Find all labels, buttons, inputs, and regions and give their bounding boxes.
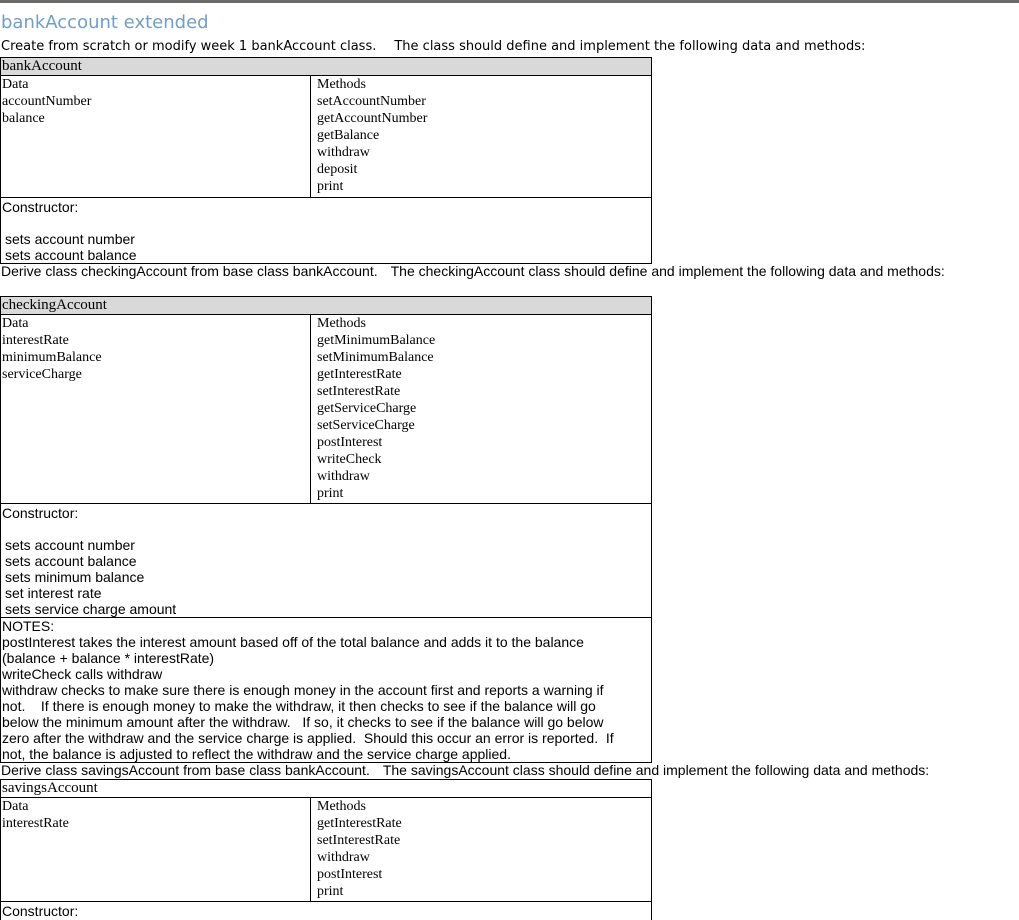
checking-method-item: getInterestRate <box>317 367 402 382</box>
savings-data-column <box>1 798 311 902</box>
savings-account-table <box>0 779 652 920</box>
bank-constructor-label: Constructor: <box>2 199 79 215</box>
top-rule <box>0 0 1019 3</box>
page-title: bankAccount extended <box>1 12 209 33</box>
notes-line: below the minimum amount after the withdraw. If so, it checks to see if the balance will go below <box>2 714 604 730</box>
checking-constructor-item: sets account number <box>5 537 135 553</box>
notes-line: (balance + balance * interestRate) <box>2 650 215 666</box>
savings-method-item: withdraw <box>317 850 370 865</box>
bank-methods-label: Methods <box>317 77 366 92</box>
savings-account-header: savingsAccount <box>1 780 652 798</box>
checking-constructor-item: sets service charge amount <box>5 601 177 617</box>
checking-data-item: minimumBalance <box>2 350 102 365</box>
checking-derive-paragraph <box>1 263 945 279</box>
checking-constructor-item: set interest rate <box>5 585 102 601</box>
savings-constructor-cell <box>1 902 652 920</box>
savings-derive-paragraph <box>1 762 929 778</box>
savings-constructor-label: Constructor: <box>2 903 79 919</box>
notes-line: zero after the withdraw and the service charge is applied. Should this occur an error is reported. If <box>2 730 614 746</box>
bank-data-item: accountNumber <box>2 94 92 109</box>
savings-methods-label: Methods <box>317 799 366 814</box>
savings-method-item: print <box>317 884 344 899</box>
bank-method-item: setAccountNumber <box>317 94 426 109</box>
bank-constructor-cell <box>1 198 652 264</box>
checking-account-table <box>0 296 652 763</box>
checking-method-item: setMinimumBalance <box>317 350 434 365</box>
checking-constructor-item: sets minimum balance <box>5 569 145 585</box>
checking-derive-part1: Derive class checkingAccount from base class bankAccount. <box>1 263 378 279</box>
savings-derive-part2: The savingsAccount class should define and implement the following data and methods: <box>382 762 930 778</box>
checking-constructor-label: Constructor: <box>2 505 79 521</box>
bank-constructor-item: sets account number <box>5 231 135 247</box>
notes-line: withdraw checks to make sure there is enough money in the account first and reports a warning if <box>2 682 604 698</box>
bank-method-item: getAccountNumber <box>317 111 428 126</box>
savings-method-item: postInterest <box>317 867 383 882</box>
checking-constructor-item: sets account balance <box>5 553 137 569</box>
notes-line: not, the balance is adjusted to reflect the withdraw and the service charge applied. <box>2 746 511 762</box>
savings-data-label: Data <box>2 799 29 814</box>
savings-method-item: setInterestRate <box>317 833 401 848</box>
bank-data-column <box>1 76 311 198</box>
notes-line: postInterest takes the interest amount based off of the total balance and adds it to the balance <box>2 634 584 650</box>
savings-derive-part1: Derive class savingsAccount from base class bankAccount. <box>1 762 370 778</box>
checking-data-item: serviceCharge <box>2 367 82 382</box>
checking-constructor-cell <box>1 504 652 618</box>
bank-method-item: print <box>317 179 344 194</box>
checking-data-item: interestRate <box>2 333 69 348</box>
checking-data-label: Data <box>2 316 29 331</box>
bank-account-header: bankAccount <box>1 58 652 76</box>
bank-constructor-item: sets account balance <box>5 247 137 263</box>
checking-method-item: setServiceCharge <box>317 418 415 433</box>
checking-notes-cell <box>1 618 652 763</box>
bank-method-item: getBalance <box>317 128 380 143</box>
savings-data-item: interestRate <box>2 816 69 831</box>
checking-method-item: writeCheck <box>317 452 382 467</box>
bank-method-item: withdraw <box>317 145 370 160</box>
checking-method-item: setInterestRate <box>317 384 401 399</box>
bank-data-label: Data <box>2 77 29 92</box>
intro-paragraph <box>1 38 865 55</box>
savings-method-item: getInterestRate <box>317 816 402 831</box>
notes-line: not. If there is enough money to make the withdraw, it then checks to see if the balance will go <box>2 698 596 714</box>
savings-methods-column <box>311 798 652 902</box>
bank-data-item: balance <box>2 111 45 126</box>
checking-method-item: getServiceCharge <box>317 401 417 416</box>
checking-methods-column <box>311 315 652 504</box>
bank-methods-column <box>311 76 652 198</box>
checking-methods-label: Methods <box>317 316 366 331</box>
notes-line: NOTES: <box>2 618 55 634</box>
notes-line: writeCheck calls withdraw <box>2 666 163 682</box>
bank-account-table <box>0 57 652 264</box>
checking-derive-part2: The checkingAccount class should define and implement the following data and methods: <box>390 263 945 279</box>
intro-part2: The class should define and implement the following data and methods: <box>394 39 866 54</box>
checking-method-item: getMinimumBalance <box>317 333 436 348</box>
checking-method-item: withdraw <box>317 469 370 484</box>
checking-method-item: print <box>317 486 344 501</box>
intro-part1: Create from scratch or modify week 1 bankAccount class. <box>1 39 377 54</box>
checking-method-item: postInterest <box>317 435 383 450</box>
checking-data-column <box>1 315 311 504</box>
bank-method-item: deposit <box>317 162 358 177</box>
checking-account-header: checkingAccount <box>1 297 652 315</box>
